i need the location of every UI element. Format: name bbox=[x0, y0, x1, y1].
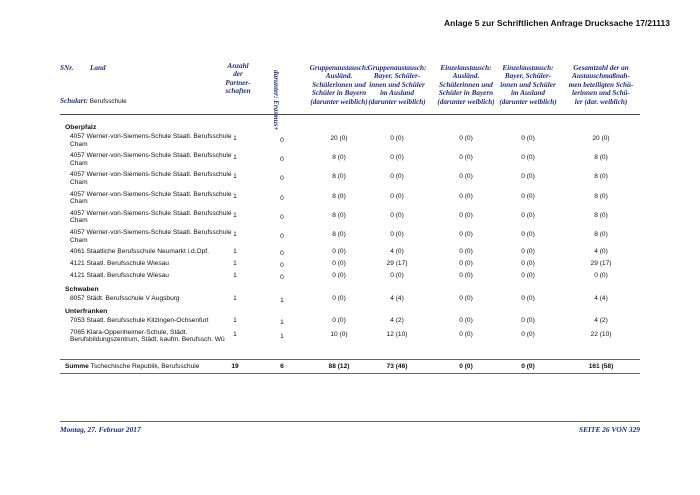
exchange-value: 8 (0) bbox=[594, 231, 608, 238]
footer-date: Montag, 27. Februar 2017 bbox=[60, 425, 141, 434]
exchange-value: 0 (0) bbox=[521, 272, 535, 280]
header-col-line: im Ausland bbox=[380, 89, 414, 98]
exchange-value: 8 (0) bbox=[594, 192, 608, 200]
header-land: Land bbox=[90, 64, 106, 72]
partner-count: 1 bbox=[233, 272, 237, 280]
exchange-value: 4 (0) bbox=[390, 248, 404, 256]
header-col-3 bbox=[431, 64, 501, 106]
exchange-value: 29 (17) bbox=[386, 260, 408, 268]
header-erasmus-text: darunter: Erasmus+ bbox=[272, 70, 280, 131]
exchange-value: 0 (0) bbox=[521, 248, 535, 256]
exchange-value: 29 (17) bbox=[590, 260, 612, 268]
partner-count: 1 bbox=[233, 173, 237, 181]
region-label: Oberpfalz bbox=[65, 124, 97, 131]
exchange-value: 0 (0) bbox=[459, 260, 473, 268]
exchange-value: 0 (0) bbox=[390, 211, 404, 219]
exchange-value: 0 (0) bbox=[521, 260, 535, 268]
school-name: 4121 Staatl. Berufsschule Wiesau bbox=[70, 272, 169, 280]
exchange-value: 0 (0) bbox=[390, 192, 404, 200]
school-name: 8057 Städt. Berufsschule V Augsburg bbox=[70, 294, 180, 302]
school-name: 4061 Staatliche Berufsschule Neumarkt i.d.Opf. bbox=[70, 248, 209, 256]
school-name: 7065 Klara-Oppenheimer-Schule, Städt. Berufsbildungszentrum, Städt. kaufm. Berufssch. Wü bbox=[70, 328, 225, 344]
school-name: 4057 Werner-von-Siemens-Schule Staatl. Berufsschule Cham bbox=[70, 209, 232, 225]
header-col-line: Gesamtzahl der an bbox=[573, 64, 629, 72]
exchange-value: 0 (0) bbox=[459, 272, 473, 280]
header-partner-line: Anzahl bbox=[227, 62, 249, 70]
exchange-value: 10 (0) bbox=[330, 330, 348, 338]
exchange-value: 0 (0) bbox=[594, 272, 608, 280]
exchange-value: 8 (0) bbox=[332, 231, 346, 238]
header-rule bbox=[60, 114, 640, 115]
header-col-4 bbox=[493, 64, 563, 106]
erasmus-count: 0 bbox=[280, 156, 284, 164]
footer-rule bbox=[60, 421, 640, 422]
school-name: 4057 Werner-von-Siemens-Schule Staatl. Berufsschule Cham bbox=[70, 152, 232, 167]
exchange-value: 0 (0) bbox=[521, 135, 535, 142]
header-col-line: Austauschmaßnah- bbox=[572, 72, 630, 81]
erasmus-count: 0 bbox=[280, 274, 284, 282]
school-name: 4121 Staatl. Berufsschule Wiesau bbox=[70, 260, 169, 268]
erasmus-count: 0 bbox=[280, 233, 284, 240]
exchange-value: 0 (0) bbox=[390, 272, 404, 280]
exchange-value: 0 (0) bbox=[332, 294, 346, 302]
header-col-line: Ausländ. bbox=[452, 72, 480, 81]
annex-title: Anlage 5 zur Schriftlichen Anfrage Drucksache 17/21113 bbox=[444, 18, 670, 28]
exchange-value: 0 (0) bbox=[521, 154, 535, 162]
header-col-line: Schüler in Bayern bbox=[311, 89, 367, 98]
header-col-line: Einzelaustausch: bbox=[502, 64, 554, 72]
exchange-value: 0 (0) bbox=[459, 192, 473, 200]
exchange-value: 8 (0) bbox=[594, 211, 608, 219]
exchange-value: 0 (0) bbox=[521, 316, 535, 324]
partner-count: 1 bbox=[233, 231, 237, 238]
header-col-line: im Ausland bbox=[511, 89, 545, 98]
partner-count: 1 bbox=[233, 192, 237, 200]
exchange-value: 4 (4) bbox=[594, 294, 608, 302]
exchange-value: 0 (0) bbox=[332, 248, 346, 256]
exchange-value: 8 (0) bbox=[332, 154, 346, 162]
footer-page: SEITE 26 VON 329 bbox=[579, 425, 640, 434]
erasmus-count: 1 bbox=[280, 296, 284, 304]
header-col-line: Bayer. Schüler- bbox=[373, 72, 421, 81]
erasmus-count: 0 bbox=[280, 137, 284, 144]
exchange-value: 0 (0) bbox=[459, 330, 473, 338]
exchange-value: 8 (0) bbox=[594, 173, 608, 181]
header-snr: SNr. bbox=[60, 64, 74, 72]
erasmus-count: 1 bbox=[280, 332, 284, 340]
summary-label-rest: Tschechische Republik, Berufsschule bbox=[90, 362, 200, 370]
header-col-line: (darunter weiblich) bbox=[499, 97, 557, 106]
header-col-line: innen und Schüler bbox=[500, 80, 556, 89]
header-col-line: (darunter weiblich) bbox=[437, 97, 495, 106]
partner-count: 1 bbox=[233, 260, 237, 268]
summary-value: 161 (58) bbox=[588, 362, 614, 370]
exchange-value: 4 (0) bbox=[594, 248, 608, 256]
header-col-line: Einzelaustausch: bbox=[440, 64, 492, 72]
exchange-value: 20 (0) bbox=[592, 135, 610, 142]
exchange-value: 0 (0) bbox=[459, 248, 473, 256]
header-col-line: Ausländ. bbox=[325, 72, 353, 81]
header-partner-line: der bbox=[233, 70, 243, 79]
exchange-value: 0 (0) bbox=[390, 154, 404, 162]
erasmus-count: 0 bbox=[280, 250, 284, 258]
header-col-line: Bayer. Schüler- bbox=[504, 72, 552, 81]
summary-bottom-rule bbox=[60, 373, 640, 374]
exchange-value: 0 (0) bbox=[332, 272, 346, 280]
header-partner-line: Partner- bbox=[225, 78, 251, 87]
header-col-line: innen und Schüler bbox=[369, 80, 425, 89]
school-name: 4057 Werner-von-Siemens-Schule Staatl. Berufsschule Cham bbox=[70, 229, 232, 244]
school-name: 4057 Werner-von-Siemens-Schule Staatl. Berufsschule Cham bbox=[70, 190, 232, 206]
header-partner-line: schaften bbox=[225, 87, 251, 96]
header-col-line: (darunter weiblich) bbox=[310, 97, 368, 106]
school-name: 4057 Werner-von-Siemens-Schule Staatl. Berufsschule Cham bbox=[70, 133, 232, 148]
erasmus-count: 0 bbox=[280, 262, 284, 270]
exchange-value: 0 (0) bbox=[521, 330, 535, 338]
exchange-value: 4 (2) bbox=[390, 316, 404, 324]
erasmus-count: 1 bbox=[280, 318, 284, 326]
erasmus-count: 0 bbox=[280, 213, 284, 221]
partner-count: 1 bbox=[233, 154, 237, 162]
exchange-value: 4 (4) bbox=[390, 294, 404, 302]
exchange-value: 20 (0) bbox=[330, 135, 348, 142]
header-partner bbox=[218, 62, 258, 96]
exchange-value: 8 (0) bbox=[332, 192, 346, 200]
exchange-value: 8 (0) bbox=[332, 173, 346, 181]
exchange-value: 0 (0) bbox=[521, 294, 535, 302]
partner-count: 1 bbox=[233, 330, 237, 338]
exchange-value: 0 (0) bbox=[459, 135, 473, 142]
exchange-value: 22 (10) bbox=[590, 330, 612, 338]
partner-count: 1 bbox=[233, 294, 237, 302]
exchange-value: 0 (0) bbox=[521, 211, 535, 219]
header-schulart bbox=[60, 97, 127, 106]
exchange-value: 0 (0) bbox=[459, 173, 473, 181]
header-col-line: lerinnen und Schü- bbox=[572, 89, 630, 98]
exchange-value: 0 (0) bbox=[459, 316, 473, 324]
header-erasmus bbox=[268, 70, 280, 131]
exchange-value: 0 (0) bbox=[459, 231, 473, 238]
exchange-value: 0 (0) bbox=[459, 211, 473, 219]
exchange-value: 0 (0) bbox=[390, 231, 404, 238]
header-col-line: men beteiligten Schü- bbox=[568, 80, 634, 89]
summary-value: 73 (46) bbox=[386, 362, 408, 370]
summary-erasmus: 6 bbox=[280, 362, 284, 370]
summary-rule bbox=[60, 359, 640, 360]
exchange-value: 0 (0) bbox=[521, 192, 535, 200]
exchange-value: 0 (0) bbox=[390, 135, 404, 142]
exchange-value: 12 (10) bbox=[386, 330, 408, 338]
partner-count: 1 bbox=[233, 248, 237, 256]
summary-label bbox=[65, 363, 199, 371]
partner-count: 1 bbox=[233, 135, 237, 142]
exchange-value: 8 (0) bbox=[332, 211, 346, 219]
exchange-value: 4 (2) bbox=[594, 316, 608, 324]
header-col-5 bbox=[566, 64, 636, 106]
header-col-2 bbox=[362, 64, 432, 106]
summary-value: 0 (0) bbox=[459, 362, 473, 370]
header-schulart-label: Schulart: bbox=[60, 97, 88, 105]
summary-value: 0 (0) bbox=[521, 362, 535, 370]
region-label: Unterfranken bbox=[65, 307, 108, 315]
header-col-line: Gruppenaustausch: bbox=[309, 64, 369, 72]
partner-count: 1 bbox=[233, 211, 237, 219]
summary-label-bold: Summe bbox=[65, 362, 89, 370]
exchange-value: 0 (0) bbox=[332, 316, 346, 324]
summary-value: 88 (12) bbox=[328, 362, 350, 370]
header-col-line: (darunter weiblich) bbox=[368, 97, 426, 106]
exchange-value: 0 (0) bbox=[390, 173, 404, 181]
header-schulart-value: Berufsschule bbox=[89, 98, 127, 105]
exchange-value: 0 (0) bbox=[459, 294, 473, 302]
exchange-value: 0 (0) bbox=[459, 154, 473, 162]
school-name: 7053 Staatl. Berufsschule Kitzingen-Ochsenfurt bbox=[70, 316, 209, 324]
exchange-value: 0 (0) bbox=[332, 260, 346, 268]
header-col-line: ler (dar. weiblich) bbox=[574, 97, 628, 106]
erasmus-count: 0 bbox=[280, 175, 284, 183]
summary-partner: 19 bbox=[231, 362, 239, 370]
header-col-line: Schülerinnen und bbox=[439, 80, 493, 89]
exchange-value: 0 (0) bbox=[521, 173, 535, 181]
school-name: 4057 Werner-von-Siemens-Schule Staatl. Berufsschule Cham bbox=[70, 171, 232, 186]
partner-count: 1 bbox=[233, 316, 237, 324]
exchange-value: 0 (0) bbox=[521, 231, 535, 238]
exchange-value: 8 (0) bbox=[594, 154, 608, 162]
region-label: Schwaben bbox=[65, 285, 99, 293]
header-col-line: Schüler in Bayern bbox=[438, 89, 494, 98]
header-col-line: Schülerinnen und bbox=[312, 80, 366, 89]
header-col-line: Gruppenaustausch: bbox=[367, 64, 427, 72]
erasmus-count: 0 bbox=[280, 194, 284, 202]
